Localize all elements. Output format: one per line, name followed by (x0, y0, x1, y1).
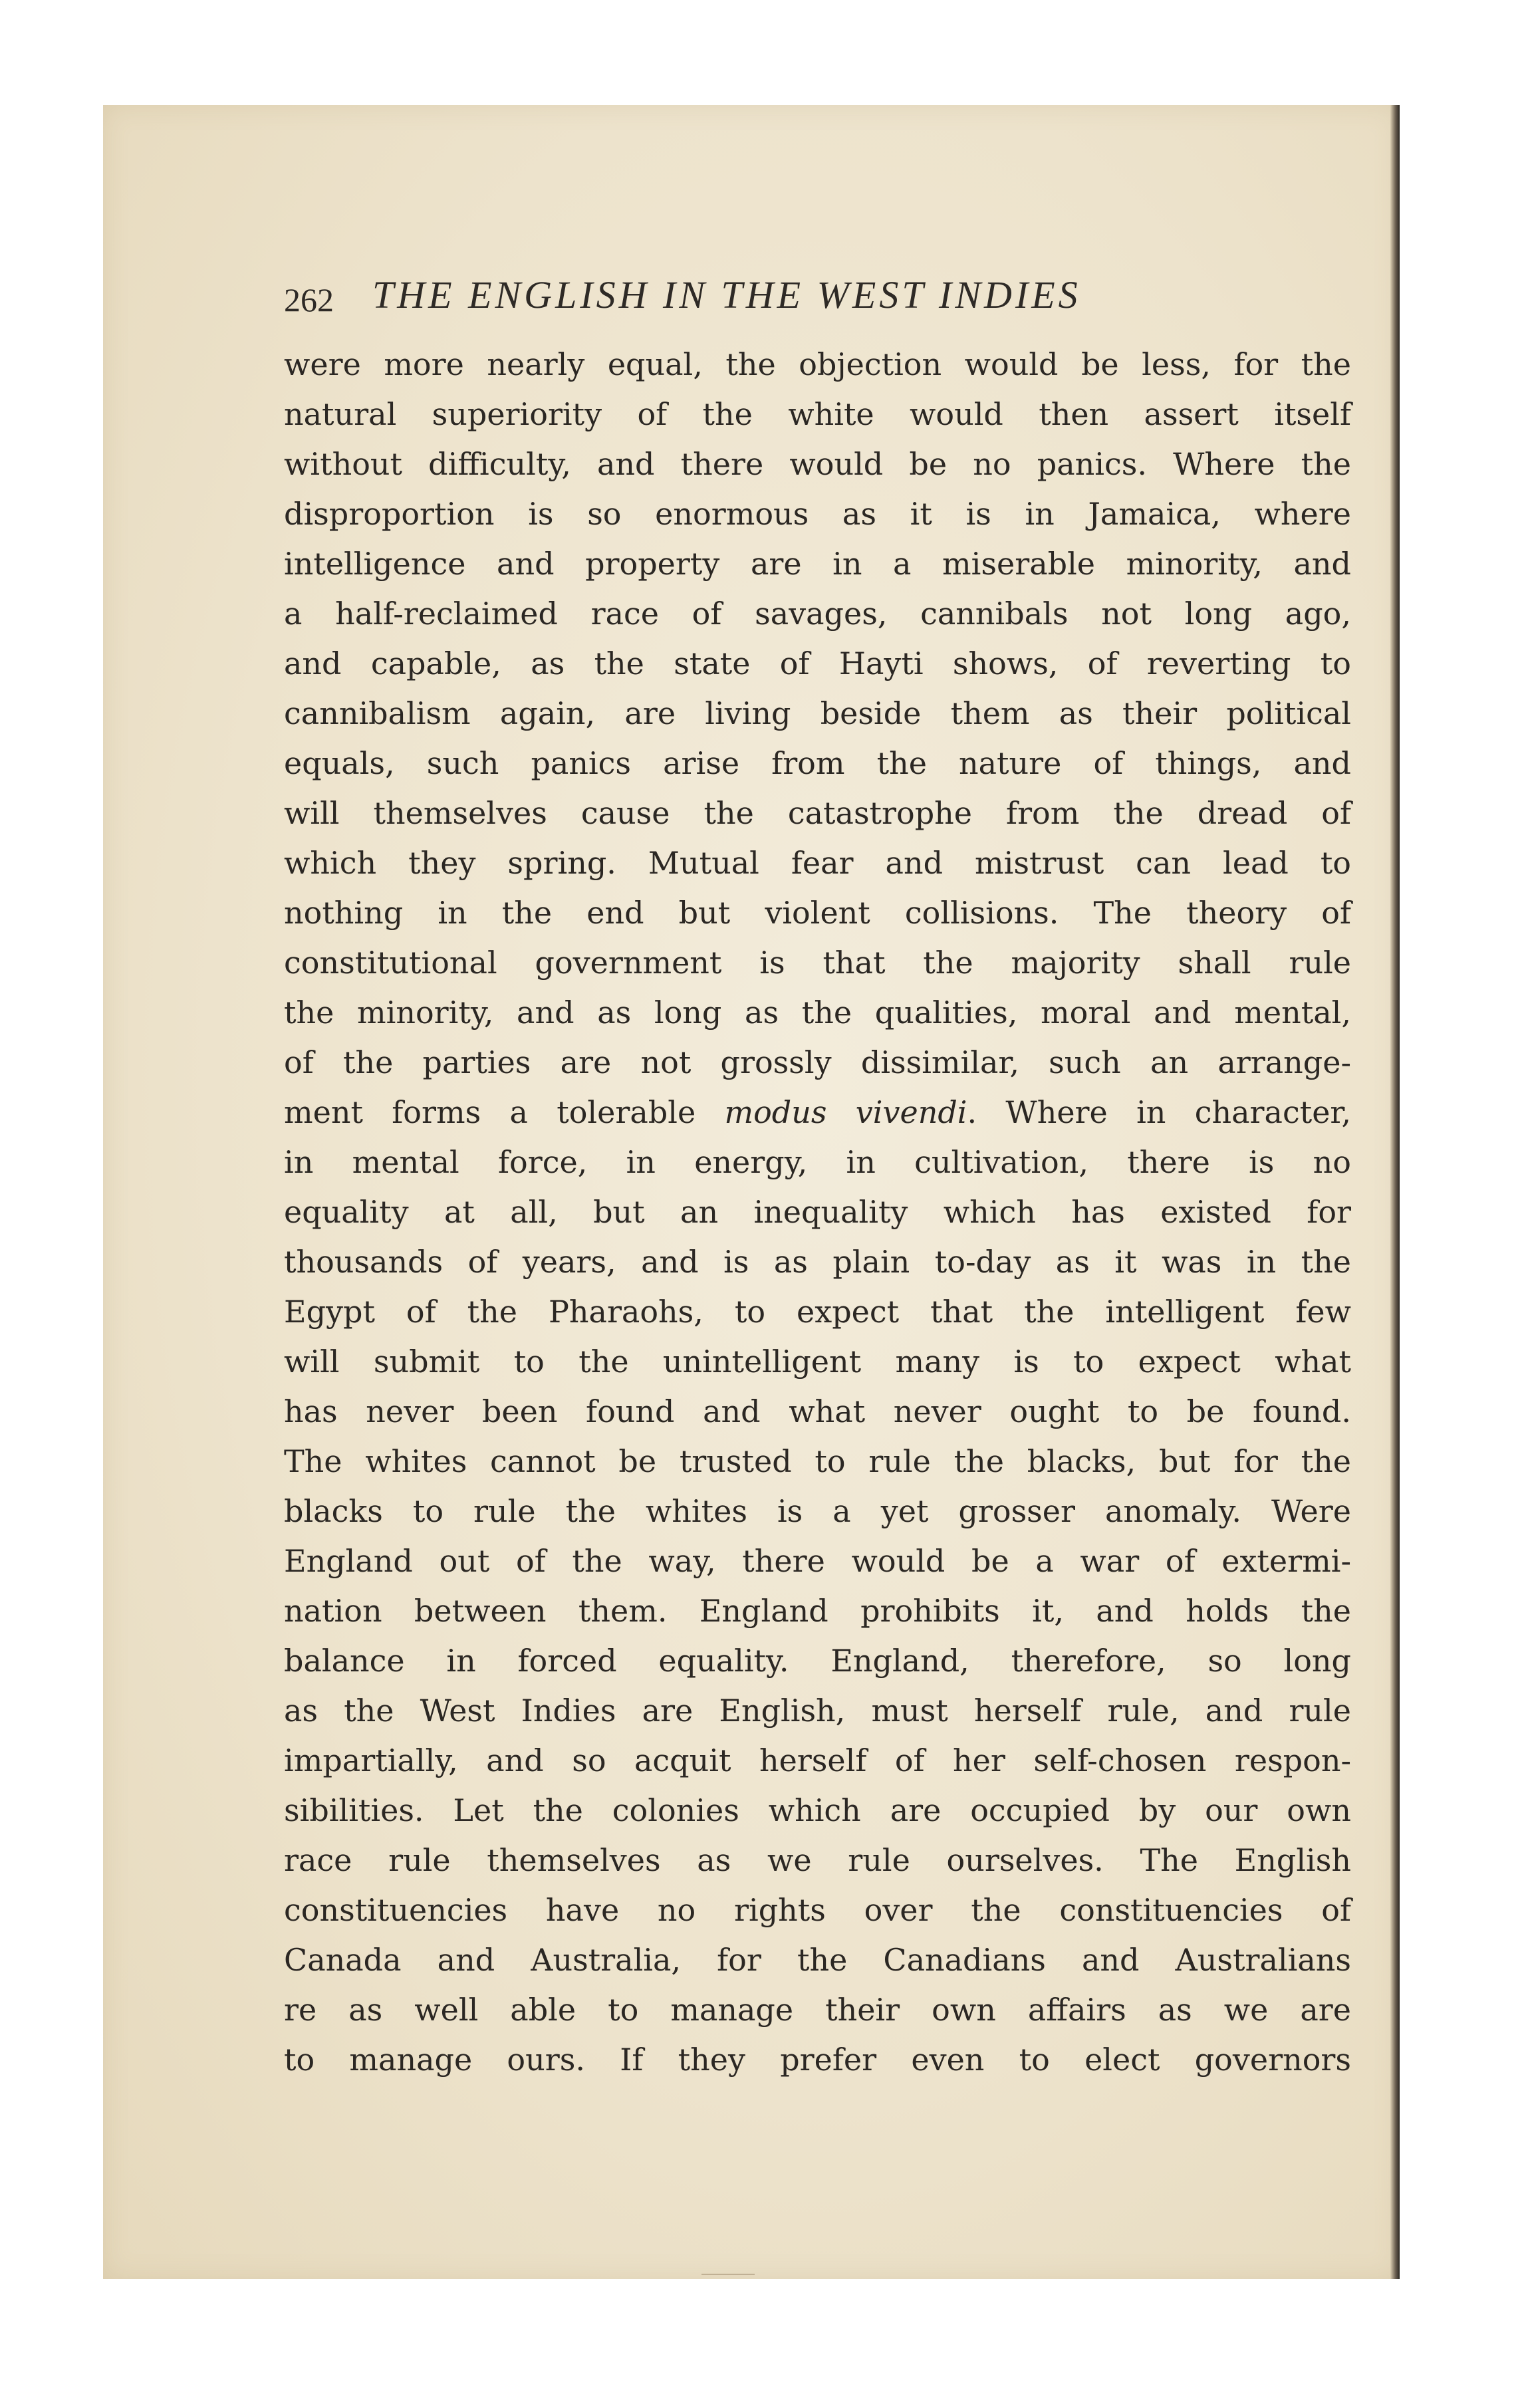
text-line: to manage ours. If they prefer even to elect governors (284, 2042, 1351, 2078)
text-line: has never been found and what never ought to be found. (284, 1393, 1351, 1429)
text-line: impartially, and so acquit herself of her self-chosen respon- (284, 1743, 1351, 1778)
footer-rule (701, 2274, 755, 2275)
text-line: will submit to the unintelligent many is to expect what (284, 1344, 1351, 1380)
text-line: intelligence and property are in a miserable minority, and (284, 546, 1351, 582)
text-line: thousands of years, and is as plain to-day as it was in the (284, 1244, 1351, 1280)
text-line: as the West Indies are English, must herself rule, and rule (284, 1693, 1351, 1729)
text-line: will themselves cause the catastrophe from the dread of (284, 795, 1351, 831)
text-line: of the parties are not grossly dissimilar, such an arrange- (284, 1044, 1351, 1080)
text-line: equality at all, but an inequality which has existed for (284, 1194, 1351, 1230)
text-line: the minority, and as long as the qualities, moral and mental, (284, 995, 1351, 1030)
text-line: cannibalism again, are living beside them as their political (284, 695, 1351, 731)
text-line: a half-reclaimed race of savages, cannibals not long ago, (284, 596, 1351, 632)
book-page (103, 105, 1400, 2279)
text-line: natural superiority of the white would then assert itself (284, 396, 1351, 432)
text-line: race rule themselves as we rule ourselves. The English (284, 1842, 1351, 1878)
text-line: sibilities. Let the colonies which are occupied by our own (284, 1792, 1351, 1828)
text-line: balance in forced equality. England, therefore, so long (284, 1643, 1351, 1679)
text-line: in mental force, in energy, in cultivation, there is no (284, 1144, 1351, 1180)
page-number: 262 (284, 281, 334, 318)
text-line: The whites cannot be trusted to rule the blacks, but for the (284, 1443, 1351, 1479)
text-line: re as well able to manage their own affairs as we are (284, 1992, 1351, 2028)
text-line: which they spring. Mutual fear and mistrust can lead to (284, 845, 1351, 881)
page-header (284, 273, 1295, 326)
text-line: were more nearly equal, the objection would be less, for the (284, 346, 1351, 382)
text-line: Egypt of the Pharaohs, to expect that the intelligent few (284, 1294, 1351, 1330)
text-line: disproportion is so enormous as it is in Jamaica, where (284, 496, 1351, 532)
text-line: and capable, as the state of Hayti shows, of reverting to (284, 646, 1351, 681)
text-line: England out of the way, there would be a war of extermi- (284, 1543, 1351, 1579)
text-line: blacks to rule the whites is a yet grosser anomaly. Were (284, 1493, 1351, 1529)
text-line: constituencies have no rights over the constituencies of (284, 1892, 1351, 1928)
body-text (284, 340, 1351, 2085)
text-line: equals, such panics arise from the nature of things, and (284, 745, 1351, 781)
italic-phrase: modus vivendi (724, 1094, 967, 1130)
text-line: Canada and Australia, for the Canadians and Australians (284, 1942, 1351, 1978)
text-line: constitutional government is that the majority shall rule (284, 945, 1351, 981)
page-edge-shadow (1390, 105, 1400, 2279)
text-line: ment forms a tolerable modus vivendi. Where in character, (284, 1094, 1351, 1130)
text-line: nation between them. England prohibits it, and holds the (284, 1593, 1351, 1629)
text-line: without difficulty, and there would be no panics. Where the (284, 446, 1351, 482)
text-line: nothing in the end but violent collisions. The theory of (284, 895, 1351, 931)
running-head: THE ENGLISH IN THE WEST INDIES (372, 273, 1081, 316)
